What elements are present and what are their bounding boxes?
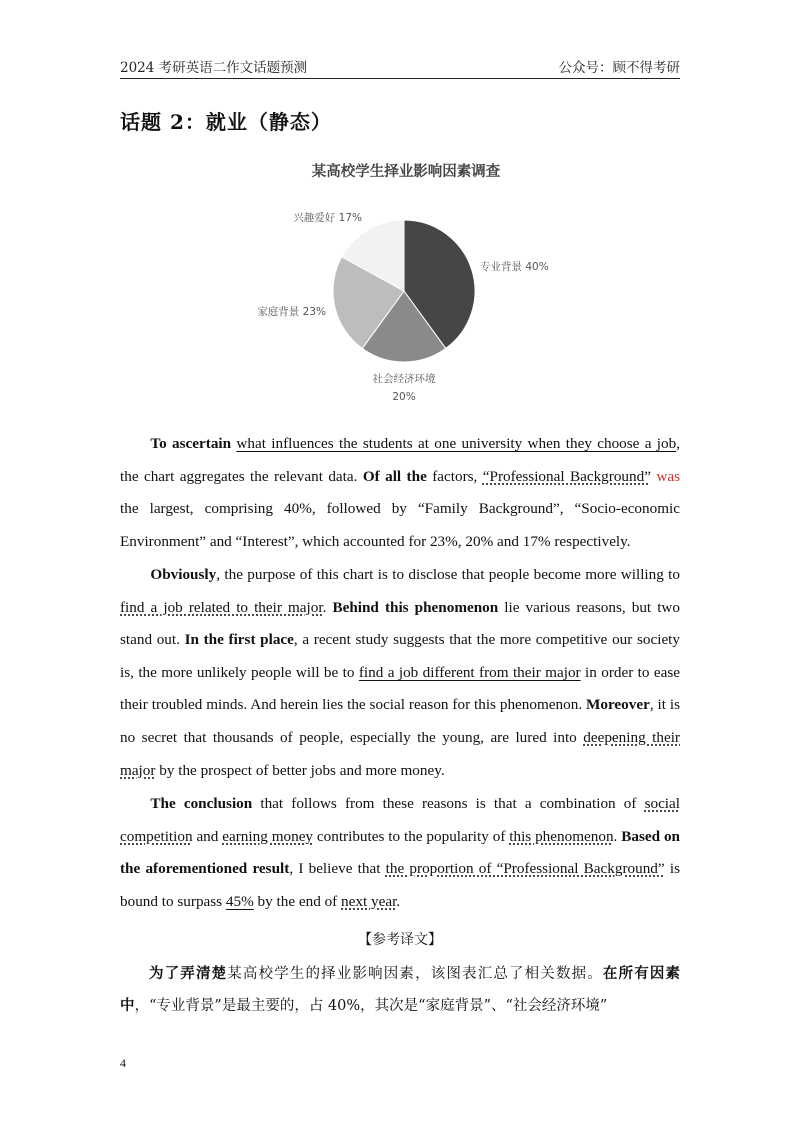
slice-label-shehui-value: 20% — [392, 391, 416, 403]
p3-dotted: social competition — [120, 795, 680, 845]
p2-phrase: Moreover — [586, 696, 650, 714]
p1-text: , the chart aggregates the relevant data. — [120, 435, 681, 485]
running-header — [120, 56, 680, 79]
p2-text: , the purpose of this chart is to disclose that people become more willing to — [216, 566, 680, 583]
p1-text: the largest, comprising 40%, followed by “Family Background”, “Socio-economic Environment” and “Interest”, which accounted for 23%, 20% and 17% respectively. — [120, 500, 680, 550]
header-title: 2024 考研英语二作文话题预测 — [120, 60, 308, 76]
paragraph-2 — [120, 559, 680, 787]
slice-label-xingqu: 兴趣爱好 17% — [293, 212, 362, 224]
p3-text: by the end of — [253, 892, 342, 910]
chart-title: 某高校学生择业影响因素调查 — [311, 164, 501, 180]
p1-dotted: “Professional Background” — [482, 467, 651, 485]
slice-label-zhuanye: 专业背景 40% — [480, 261, 549, 273]
p2-text: by the prospect of better jobs and more money. — [155, 761, 445, 779]
p2-text: lie various reasons, but two stand out. — [120, 598, 680, 649]
page-number: 4 — [120, 1056, 126, 1070]
topic-title: 话题 2：就业（静态） — [120, 110, 332, 134]
p1-underline: what influences the students at one university when they choose a job — [236, 435, 677, 452]
pie-chart — [240, 150, 560, 410]
p2-text: in order to ease their troubled minds. And herein lies the social reason for this phenomenon. — [120, 663, 680, 714]
zh-text: ，“专业背景”是最主要的，占 40%，其次是“家庭背景”、“社会经济环境” — [134, 998, 608, 1014]
p1-red-word: was — [656, 467, 680, 485]
p3-phrase: Based on the aforementioned result — [120, 827, 680, 878]
p2-dotted: deepening their major — [120, 728, 680, 779]
paragraph-3 — [120, 788, 680, 918]
zh-phrase: 在所有因素中 — [120, 965, 681, 1014]
p3-underline: 45% — [225, 892, 254, 910]
p2-dotted: find a job related to their major — [120, 598, 323, 616]
reference-translation-heading: 【参考译文】 — [358, 932, 442, 948]
p1-phrase: To ascertain — [150, 435, 232, 452]
p1-phrase: Of all the — [362, 467, 427, 485]
p2-phrase: In the first place — [184, 631, 294, 649]
p3-dotted: earning money — [222, 827, 314, 845]
p3-text: that follows from these reasons is that a combination of — [252, 795, 645, 812]
paragraph-1 — [120, 428, 680, 558]
p3-dotted: next year — [341, 892, 397, 910]
p3-dotted: the proportion of “Professional Background” — [385, 860, 665, 878]
p3-phrase: The conclusion — [150, 795, 253, 812]
p2-phrase: Obviously — [150, 566, 217, 583]
slice-label-jiating: 家庭背景 23% — [257, 306, 326, 318]
p3-text: . — [396, 892, 401, 910]
translation-paragraph — [120, 958, 680, 1022]
p3-text: and — [192, 827, 223, 845]
p3-text: contributes to the popularity of — [313, 827, 510, 845]
p3-text: . — [613, 827, 622, 845]
p3-text: is bound to surpass — [120, 860, 680, 910]
p1-text: factors, — [426, 467, 483, 485]
header-account: 公众号：顾不得考研 — [558, 60, 680, 76]
zh-text: 某高校学生的择业影响因素，该图表汇总了相关数据。 — [227, 966, 603, 982]
p2-text: , a recent study suggests that the more competitive our society is, the more unlikely people will be to — [120, 631, 680, 681]
slice-label-shehui-name: 社会经济环境 — [372, 373, 436, 385]
p2-underline: find a job different from their major — [358, 663, 581, 681]
p3-text: , I believe that — [289, 860, 386, 878]
p2-text: . — [322, 598, 333, 616]
zh-phrase: 为了弄清楚 — [149, 965, 228, 982]
p2-phrase: Behind this phenomenon — [332, 598, 499, 616]
p2-text: , it is no secret that thousands of people, especially the young, are lured into — [120, 696, 680, 746]
p3-dotted: this phenomenon — [509, 827, 614, 845]
